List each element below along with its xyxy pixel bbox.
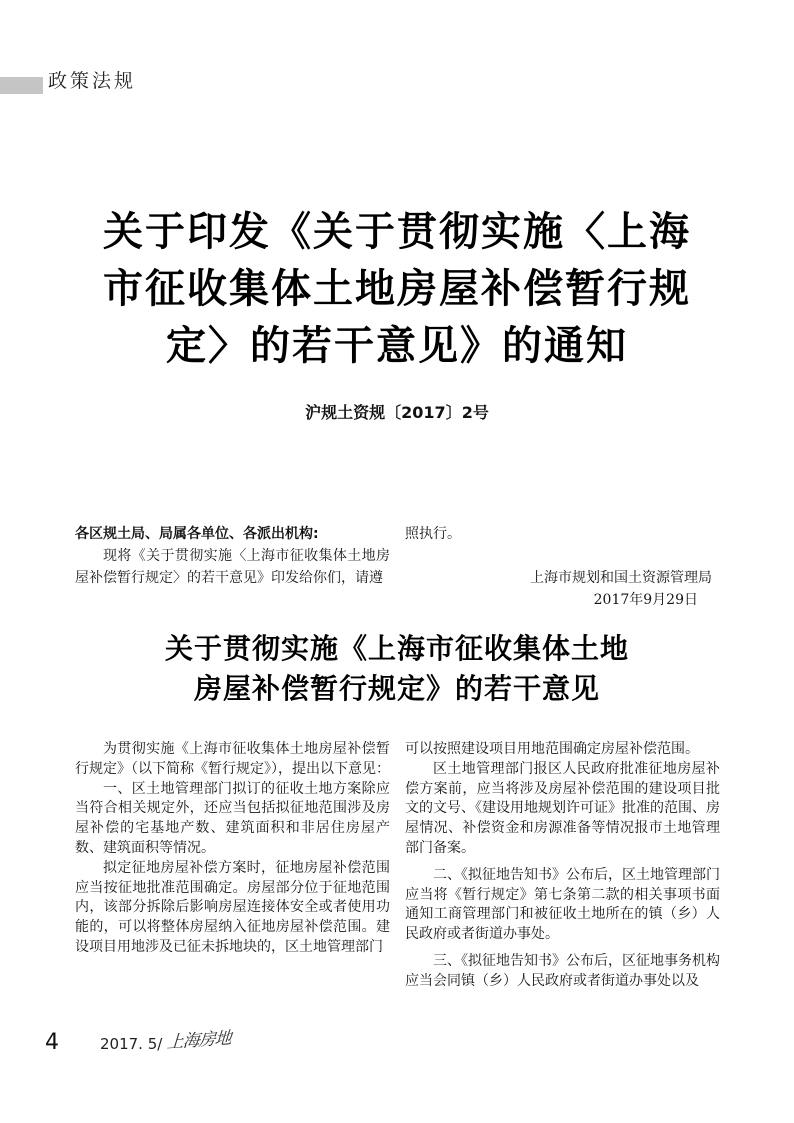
notice-title-line-2: 市征收集体土地房屋补偿暂行规	[103, 266, 691, 312]
document-number: 沪规土资规〔2017〕2号	[305, 403, 489, 422]
notice-title	[40, 204, 754, 375]
letter-continuation: 照执行。	[405, 526, 461, 542]
opinion-heading	[0, 629, 794, 709]
page-number: 4	[45, 1030, 59, 1055]
issue-info: 2017. 5/	[100, 1035, 163, 1053]
body-left-column	[75, 740, 390, 992]
body-paragraph: 二、《拟征地告知书》公布后，区土地管理部门应当将《暂行规定》第七条第二款的相关事项书面通知工商管理部门和被征收土地所在的镇（乡）人民政府或者街道办事处。	[405, 866, 720, 943]
notice-title-line-1: 关于印发《关于贯彻实施〈上海	[103, 209, 691, 255]
body-paragraph: 三、《拟征地告知书》公布后，区征地事务机构应当会同镇（乡）人民政府或者街道办事处以及	[405, 952, 720, 989]
page-footer	[45, 1028, 749, 1055]
letter-block	[75, 523, 720, 611]
signature-date: 2017年9月29日	[593, 592, 698, 608]
letter-paragraph: 现将《关于贯彻实施〈上海市征收集体土地房屋补偿暂行规定〉的若干意见》印发给你们，请遵	[75, 548, 390, 586]
kicker-label: 政策法规	[48, 70, 137, 92]
letter-left-column	[75, 523, 390, 611]
body-continuation: 可以按照建设项目用地范围确定房屋补偿范围。	[405, 741, 699, 757]
letter-right-column	[405, 523, 720, 611]
kicker-bar	[0, 77, 43, 94]
body-right-column	[405, 740, 720, 992]
salutation: 各区规土局、局属各单位、各派出机构:	[75, 526, 319, 542]
opinion-heading-line-1: 关于贯彻实施《上海市征收集体土地	[164, 632, 629, 665]
body-paragraph: 一、区土地管理部门拟订的征收土地方案除应当符合相关规定外，还应当包括拟征地范围涉及房屋补偿的宅基地产数、建筑面积和非居住房屋产数、建筑面积等情况。	[75, 780, 390, 856]
journal-logo-calligraphy: 上海房地	[166, 1028, 232, 1053]
opinion-body	[75, 740, 720, 992]
body-paragraph: 为贯彻实施《上海市征收集体土地房屋补偿暂行规定》（以下简称《暂行规定》），提出以下意见：	[75, 741, 390, 777]
signature-organization: 上海市规划和国土资源管理局	[530, 570, 712, 586]
body-paragraph: 拟定征地房屋补偿方案时，征地房屋补偿范围应当按征地批准范围确定。房屋部分位于征地范围内，该部分拆除后影响房屋连接体安全或者使用功能的，可以将整体房屋纳入征地房屋补偿范围。建设项目用地涉及已征未拆地块的，区土地管理部门	[75, 859, 390, 955]
notice-title-line-3: 定〉的若干意见》的通知	[166, 323, 628, 369]
opinion-heading-line-2: 房屋补偿暂行规定》的若干意见	[193, 672, 600, 705]
body-paragraph: 区土地管理部门报区人民政府批准征地房屋补偿方案前，应当将涉及房屋补偿范围的建设项目批文的文号、《建设用地规划许可证》批准的范围、房屋情况、补偿资金和房源准备等情况报市土地管理部门备案。	[405, 760, 720, 856]
